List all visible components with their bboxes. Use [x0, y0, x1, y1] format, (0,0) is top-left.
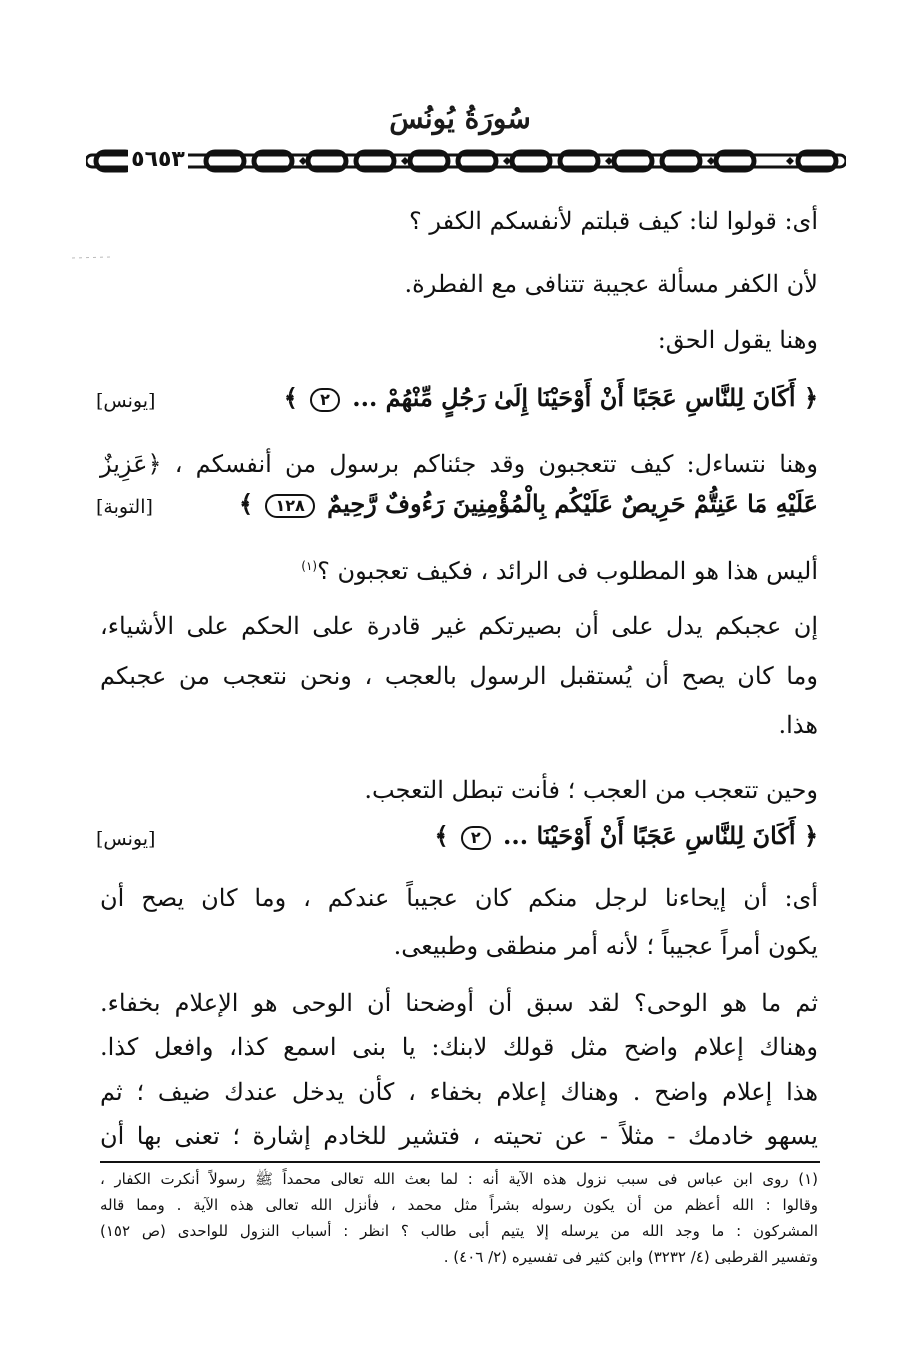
body-line-2: لأن الكفر مسألة عجيبة تتنافى مع الفطرة.	[404, 270, 818, 298]
rhetorical-question	[301, 548, 818, 589]
verse-reference: [التوبة]	[96, 496, 153, 518]
paragraph-3-line-1: أى: أن إيحاءنا لرجل منكم كان عجيباً عندكم ، وما كان يصح أن	[100, 884, 818, 912]
ayah-number: ٢	[310, 388, 340, 412]
verse-open-bracket: ﴿	[803, 383, 818, 412]
verse-text: أَكَانَ لِلنَّاسِ عَجَبًا أَنْ أَوْحَيْنَا إِلَىٰ رَجُلٍ مِّنْهُمْ ...	[352, 383, 796, 412]
body-line-3: وهنا يقول الحق:	[657, 326, 818, 354]
footnote-divider	[100, 1161, 820, 1163]
page-number: ٥٦٥٣	[128, 145, 188, 175]
verse-text: عَلَيْهِ مَا عَنِتُّمْ حَرِيصٌ عَلَيْكُم بِالْمُؤْمِنِينَ رَءُوفٌ رَّحِيمٌ	[327, 489, 818, 518]
verse-close-bracket: ﴾	[239, 489, 254, 518]
paragraph-4-line-3: هذا إعلام واضح . وهناك إعلام بخفاء ، كأن يدخل عندك ضيف ؛ ثم	[100, 1078, 818, 1106]
verse-open-bracket: ﴿	[803, 821, 818, 850]
quran-verse-yunus-2	[284, 380, 818, 416]
scan-speck	[70, 255, 130, 261]
footnote-line-1: (١) روى ابن عباس فى سبب نزول هذه الآية أنه : لما بعث الله تعالى محمداً ﷺ رسولاً أنكرت الكفار ،	[100, 1170, 818, 1188]
verse-close-bracket: ﴾	[434, 821, 449, 850]
paragraph-2: وحين تتعجب من العجب ؛ فأنت تبطل التعجب.	[364, 776, 818, 804]
rhetorical-question-text: أليس هذا هو المطلوب فى الرائد ، فكيف تعجبون ؟	[317, 557, 818, 585]
ornamental-border	[86, 146, 846, 176]
footnote-line-2: وقالوا : الله أعظم من أن يكون رسوله بشراً مثل محمد ، فأنزل الله تعالى هذه الآية . ومما قاله	[100, 1196, 818, 1214]
paragraph-1-line-2: وما كان يصح أن يُستقبل الرسول بالعجب ، ونحن نتعجب من عجبكم	[100, 662, 818, 690]
footnote-line-4: وتفسير القرطبى (٤/ ٣٢٣٢) وابن كثير فى تفسيره (٢/ ٤٠٦) .	[443, 1248, 818, 1266]
paragraph-1-line-1: إن عجبكم يدل على أن بصيرتكم غير قادرة على الحكم على الأشياء،	[100, 612, 818, 640]
quran-verse-tawbah-128	[239, 486, 818, 522]
footnote-marker: (١)	[301, 559, 318, 573]
body-line-1: أى: قولوا لنا: كيف قبلتم لأنفسكم الكفر ؟	[408, 207, 818, 235]
verse-close-bracket: ﴾	[283, 383, 298, 412]
ayah-number: ١٢٨	[265, 494, 314, 518]
paragraph-4-line-2: وهناك إعلام واضح مثل قولك لابنك: يا بنى اسمع كذا، وافعل كذا.	[100, 1033, 818, 1061]
footnote-line-3: المشركون : ما وجد الله من يرسله إلا يتيم أبى طالب ؟ انظر : أسباب النزول للواحدى (ص ١٥٢)	[100, 1222, 818, 1240]
quran-verse-yunus-2-short	[434, 818, 818, 854]
ayah-number: ٢	[461, 826, 491, 850]
question-line: وهنا نتساءل: كيف تتعجبون وقد جئناكم برسول من أنفسكم ، ﴿عَزِيزٌ	[100, 450, 818, 478]
verse-text: أَكَانَ لِلنَّاسِ عَجَبًا أَنْ أَوْحَيْنَا ...	[503, 821, 796, 850]
paragraph-1-line-3: هذا.	[778, 711, 818, 739]
surah-title: سُورَةُ يُونُسَ	[389, 102, 531, 135]
paragraph-4-line-4: يسهو خادمك - مثلاً - عن تحيته ، فتشير للخادم إشارة ؛ تعنى بها أن	[100, 1122, 818, 1150]
verse-reference: [يونس]	[96, 828, 156, 850]
paragraph-3-line-2: يكون أمراً عجيباً ؛ لأنه أمر منطقى وطبيعى.	[393, 932, 818, 960]
verse-reference: [يونس]	[96, 390, 156, 412]
paragraph-4-line-1: ثم ما هو الوحى؟ لقد سبق أن أوضحنا أن الوحى هو الإعلام بخفاء.	[100, 989, 818, 1017]
